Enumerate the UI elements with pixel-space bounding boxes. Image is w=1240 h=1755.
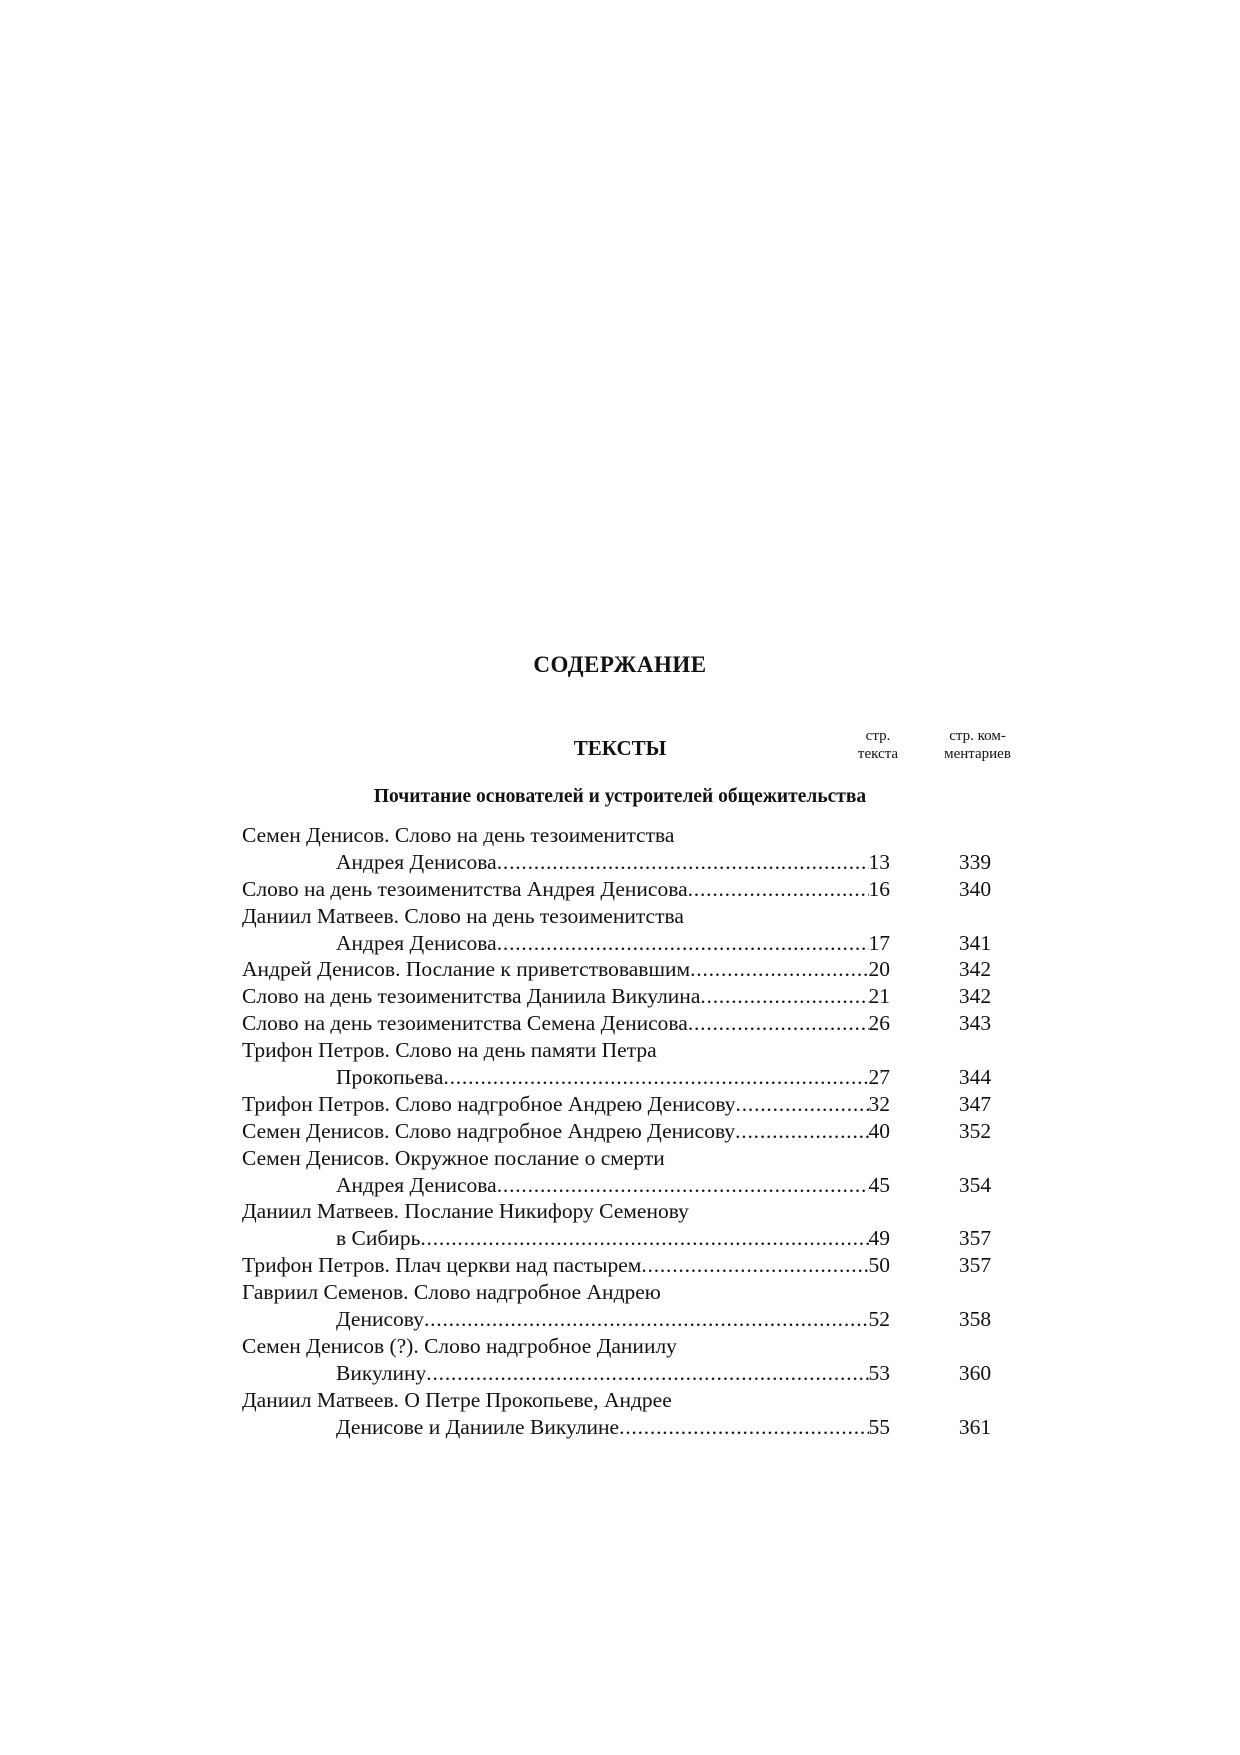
dot-leader <box>688 876 869 903</box>
toc-entry-title: Трифон Петров. Слово надгробное Андрею Денисову <box>242 1091 736 1116</box>
page-title: СОДЕРЖАНИЕ <box>533 652 707 677</box>
dot-leader <box>619 1414 868 1441</box>
toc-comment-page-number: 344 <box>958 1065 992 1090</box>
toc-entry-leader <box>242 1010 890 1037</box>
toc-entry-line <box>242 1306 1022 1333</box>
toc-entry-line <box>242 1091 1022 1118</box>
dot-leader <box>420 1225 868 1252</box>
toc-entry-line <box>242 1037 1022 1064</box>
toc-text-page-number: 52 <box>868 1307 890 1332</box>
toc-entry-title: Андрея Денисова <box>336 849 497 874</box>
toc-entry-title: Прокопьева <box>336 1065 444 1090</box>
toc-text-page-number: 20 <box>868 957 890 982</box>
column-header-line: стр. ком- <box>949 728 1006 744</box>
toc-entry-title: Семен Денисов. Слово надгробное Андрею Денисову <box>242 1118 736 1143</box>
toc-entry-title: Слово на день тезоименитства Андрея Денисова <box>242 876 688 901</box>
toc-entry-title: Андрей Денисов. Послание к приветствовавшим <box>242 957 691 982</box>
toc-entry-leader <box>336 849 890 876</box>
toc-text-page-number: 26 <box>868 1011 890 1036</box>
toc-entry-line <box>242 1360 1022 1387</box>
toc-comment-page-number: 352 <box>958 1118 992 1143</box>
toc-entry-title: Андрея Денисова <box>336 1172 497 1197</box>
dot-leader <box>497 1172 869 1199</box>
dot-leader <box>424 1306 869 1333</box>
dot-leader <box>641 1252 868 1279</box>
toc-text-page-number: 45 <box>868 1172 890 1197</box>
toc-text-page-number: 50 <box>868 1253 890 1278</box>
toc-comment-page-number: 357 <box>958 1226 992 1251</box>
toc-entry-leader <box>242 956 890 983</box>
toc-entry-line <box>242 1145 1022 1172</box>
toc-entry-leader <box>242 876 890 903</box>
dot-leader <box>735 1118 868 1145</box>
dot-leader <box>690 956 868 983</box>
toc-entry-line <box>242 849 1022 876</box>
toc-entry-leader <box>336 1414 890 1441</box>
toc-entry-title: Даниил Матвеев. Слово на день тезоименитства <box>242 903 684 928</box>
toc-entry-title: Викулину <box>336 1360 427 1385</box>
toc-entry-leader <box>336 1306 890 1333</box>
toc-comment-page-number: 341 <box>958 930 992 955</box>
toc-comment-page-number: 358 <box>958 1307 992 1332</box>
toc-entry-title: Гавриил Семенов. Слово надгробное Андрею <box>242 1280 661 1305</box>
toc-entry-title: Трифон Петров. Плач церкви над пастырем <box>242 1253 642 1278</box>
dot-leader <box>426 1360 868 1387</box>
toc-entry-leader <box>336 1064 890 1091</box>
toc-comment-page-number: 342 <box>958 957 992 982</box>
toc-entry-leader <box>242 1252 890 1279</box>
toc-entry-line <box>242 876 1022 903</box>
toc-entry-line <box>242 983 1022 1010</box>
toc-entry-title: Даниил Матвеев. О Петре Прокопьеве, Андрее <box>242 1387 672 1412</box>
dot-leader <box>443 1064 868 1091</box>
subsection-title: Почитание основателей и устроителей общежительства <box>373 786 867 807</box>
column-header-comment-page <box>925 727 1030 763</box>
dot-leader <box>688 1010 869 1037</box>
toc-comment-page-number: 340 <box>958 876 992 901</box>
toc-entry-title: Трифон Петров. Слово на день памяти Петра <box>242 1038 657 1063</box>
toc-entry-title: Андрея Денисова <box>336 930 497 955</box>
toc-entry-line <box>242 1279 1022 1306</box>
toc-entry-line <box>242 930 1022 957</box>
toc-comment-page-number: 347 <box>958 1091 992 1116</box>
toc-text-page-number: 40 <box>868 1118 890 1143</box>
toc-entry-line <box>242 903 1022 930</box>
toc-entry-title: Слово на день тезоименитства Семена Денисова <box>242 1011 688 1036</box>
toc-text-page-number: 17 <box>868 930 890 955</box>
toc-comment-page-number: 357 <box>958 1253 992 1278</box>
toc-entry-leader <box>336 930 890 957</box>
toc-text-page-number: 27 <box>868 1065 890 1090</box>
toc-entry-line <box>242 1064 1022 1091</box>
toc-text-page-number: 49 <box>868 1226 890 1251</box>
toc-entry-leader <box>242 1118 890 1145</box>
dot-leader <box>497 930 869 957</box>
toc-comment-page-number: 360 <box>958 1360 992 1385</box>
toc-entry-line <box>242 1333 1022 1360</box>
toc-entry-title: Семен Денисов (?). Слово надгробное Даниилу <box>242 1333 677 1358</box>
column-header-line: стр. <box>865 728 891 744</box>
toc-entry-line <box>242 822 1022 849</box>
toc-entry-title: Денисове и Данииле Викулине <box>336 1414 620 1439</box>
toc-entry-line <box>242 956 1022 983</box>
toc-comment-page-number: 354 <box>958 1172 992 1197</box>
toc-text-page-number: 13 <box>868 849 890 874</box>
toc-entry-leader <box>242 983 890 1010</box>
column-header-line: ментариев <box>944 746 1011 762</box>
toc-entry-line <box>242 1414 1022 1441</box>
toc-entry-title: Семен Денисов. Окружное послание о смерти <box>242 1145 665 1170</box>
column-header-line: текста <box>857 746 899 762</box>
section-title: ТЕКСТЫ <box>573 736 667 760</box>
table-of-contents <box>242 822 1022 1440</box>
toc-text-page-number: 55 <box>868 1414 890 1439</box>
dot-leader <box>497 849 869 876</box>
toc-entry-line <box>242 1118 1022 1145</box>
toc-comment-page-number: 361 <box>958 1414 992 1439</box>
toc-entry-title: Семен Денисов. Слово на день тезоименитства <box>242 823 675 847</box>
toc-entry-title: Даниил Матвеев. Послание Никифору Семенову <box>242 1199 689 1224</box>
toc-entry-line <box>242 1387 1022 1414</box>
toc-entry-title: Слово на день тезоименитства Даниила Викулина <box>242 984 701 1009</box>
toc-text-page-number: 32 <box>868 1091 890 1116</box>
dot-leader <box>736 1091 869 1118</box>
column-header-text-page <box>838 727 918 763</box>
toc-comment-page-number: 342 <box>958 984 992 1009</box>
dot-leader <box>700 983 868 1010</box>
toc-entry-leader <box>336 1225 890 1252</box>
toc-entry-title: Денисову <box>336 1307 424 1332</box>
toc-comment-page-number: 339 <box>958 849 992 874</box>
toc-text-page-number: 21 <box>868 984 890 1009</box>
toc-text-page-number: 16 <box>868 876 890 901</box>
toc-entry-leader <box>336 1360 890 1387</box>
toc-entry-title: в Сибирь <box>336 1226 421 1251</box>
toc-entry-line <box>242 1198 1022 1225</box>
toc-entry-line <box>242 1010 1022 1037</box>
toc-text-page-number: 53 <box>868 1360 890 1385</box>
toc-entry-leader <box>242 1091 890 1118</box>
toc-entry-line <box>242 1252 1022 1279</box>
toc-entry-line <box>242 1172 1022 1199</box>
toc-entry-leader <box>336 1172 890 1199</box>
toc-comment-page-number: 343 <box>958 1011 992 1036</box>
toc-entry-line <box>242 1225 1022 1252</box>
